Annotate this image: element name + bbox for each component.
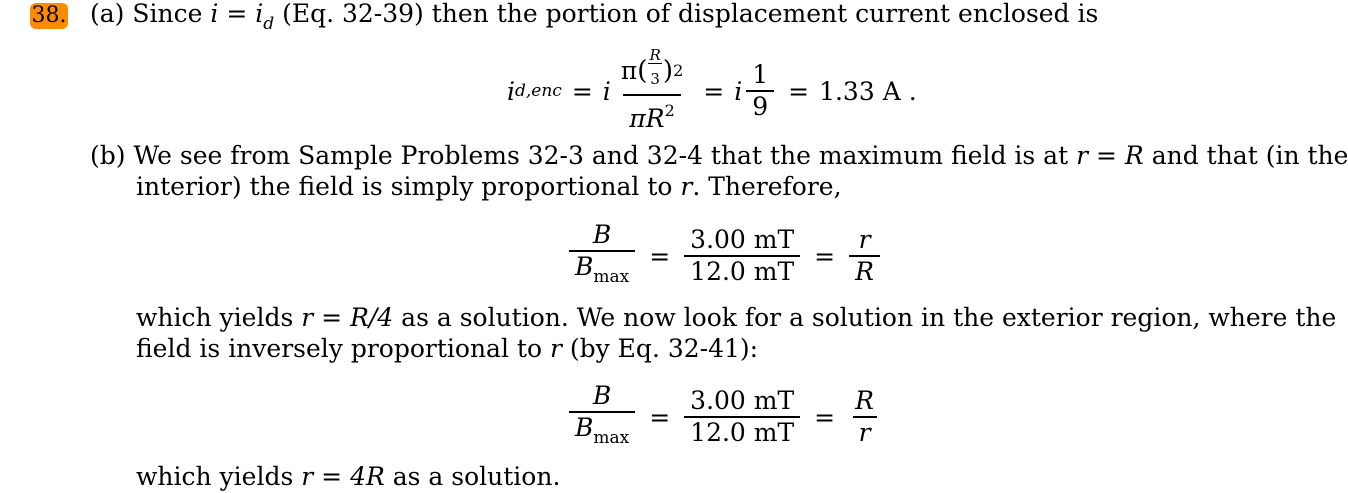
r-over-3 (648, 48, 662, 94)
line1-end: and that (in the (1151, 141, 1348, 170)
eq-a: = (649, 402, 671, 432)
r-over-r-fraction (849, 225, 880, 287)
r-var: r (1076, 141, 1089, 170)
b-over-bmax-fraction (569, 381, 635, 453)
r-var: R (1124, 141, 1144, 170)
mid-num: 3.00 mT (690, 225, 795, 254)
problem-number-badge: 38. (31, 3, 67, 28)
part-b-line4 (136, 333, 758, 365)
frac-num: 1 (752, 60, 769, 89)
eq-sign: = (226, 0, 248, 28)
yields2-start: which yields (136, 462, 294, 491)
pi-fraction-numerator (615, 48, 689, 94)
yields1-start: which yields (136, 303, 294, 332)
eq3: = (788, 76, 810, 106)
rparen: ) (662, 56, 674, 86)
eq1: = (571, 76, 593, 106)
line4-r: r (549, 334, 562, 363)
part-b-label: (b) (90, 141, 126, 170)
eq-sign: = (1096, 141, 1117, 170)
lhs-num: B (592, 381, 612, 410)
part-b-eq1-lhs-den (569, 250, 635, 292)
yields2-r: r (301, 462, 314, 491)
lhs-sub: d,enc (515, 81, 562, 101)
var-id: i (255, 0, 264, 28)
part-a-statement (90, 0, 1098, 40)
lhs-den-var: B (575, 413, 594, 442)
den: πR (629, 104, 665, 133)
part-b-eq2-lhs-den (569, 411, 635, 453)
yields1-end: as a solution. We now look for a solution in the exterior region, where the (401, 303, 1337, 332)
one-ninth-fraction (746, 60, 774, 122)
rhs-num: r (858, 225, 871, 254)
part-b-equation-2 (565, 381, 884, 453)
rhs-den: R (849, 255, 880, 287)
mid-den: 12.0 mT (684, 255, 800, 287)
part-a-equation (507, 48, 917, 134)
var-id-sub: d (263, 14, 275, 34)
line4-end: (by Eq. 32-41): (569, 334, 759, 363)
field-ratio-fraction (684, 225, 800, 287)
part-b-line5 (136, 461, 560, 493)
part-a-label: (a) (90, 0, 125, 28)
part-a-text-end: (Eq. 32-39) then the portion of displacement current enclosed is (282, 0, 1099, 28)
lhs-den-var: B (575, 252, 594, 281)
den-power: 2 (664, 101, 675, 120)
part-b-line3 (136, 302, 1336, 334)
yields2-eq: = (321, 462, 343, 491)
part-b-line1 (90, 140, 1348, 172)
rhs-num: R (855, 386, 874, 415)
line2-end: . Therefore, (692, 172, 842, 201)
small-den: 3 (648, 63, 662, 94)
small-num: R (649, 46, 661, 64)
yields1-r: r (301, 303, 314, 332)
yields2-val: 4R (350, 462, 385, 491)
part-a-text-start: Since (132, 0, 203, 28)
field-ratio-fraction (684, 386, 800, 448)
b-over-bmax-fraction (569, 220, 635, 292)
line2-r: r (680, 172, 693, 201)
line2-start: interior) the field is simply proportional to (136, 172, 673, 201)
power: 2 (673, 61, 684, 80)
frac-den: 9 (746, 90, 774, 122)
yields2-end: as a solution. (392, 462, 561, 491)
lhs-den-sub: max (593, 267, 630, 287)
eq-a: = (649, 241, 671, 271)
yields1-eq: = (321, 303, 343, 332)
lhs-num: B (592, 220, 612, 249)
part-b-line2 (136, 171, 842, 203)
pi-fraction (615, 48, 689, 134)
var-i: i (210, 0, 219, 28)
lparen: ( (637, 56, 648, 86)
i1: i (602, 76, 611, 106)
mid-den: 12.0 mT (684, 416, 800, 448)
eq-b: = (814, 241, 836, 271)
lhs-den-sub: max (593, 428, 630, 448)
mid-num: 3.00 mT (690, 386, 795, 415)
eq-b: = (814, 402, 836, 432)
lhs-var: i (507, 76, 515, 106)
part-b-equation-1 (565, 220, 884, 292)
r-over-r-fraction (849, 386, 880, 448)
i2: i (734, 76, 743, 106)
yields1-val: R/4 (350, 303, 394, 332)
pi-fraction-denominator (623, 94, 680, 134)
result: 1.33 A . (819, 76, 917, 106)
line1: We see from Sample Problems 32-3 and 32-4 that the maximum field is at (133, 141, 1069, 170)
pi: π (620, 56, 638, 85)
rhs-den: r (853, 416, 877, 448)
eq2: = (703, 76, 725, 106)
line4-start: field is inversely proportional to (136, 334, 542, 363)
